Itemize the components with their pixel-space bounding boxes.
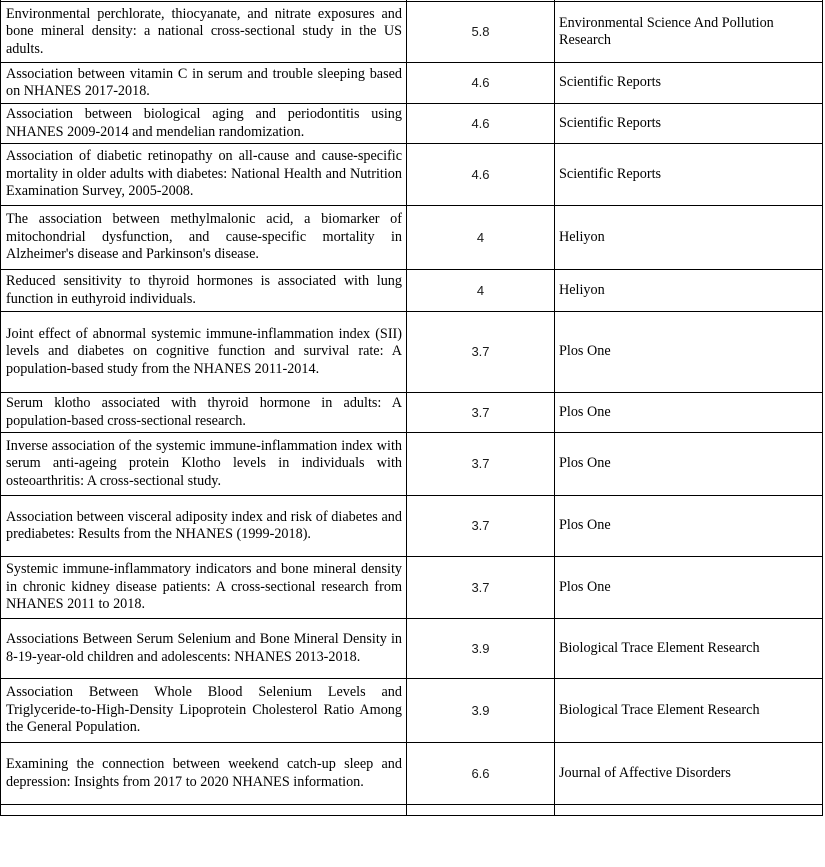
paper-title: Examining the connection between weekend catch-up sleep and depression: Insights from 2017 to 2020 NHANES information. — [1, 743, 407, 805]
paper-title: Reduced sensitivity to thyroid hormones is associated with lung function in euthyroid individuals. — [1, 270, 407, 312]
paper-title: Associations Between Serum Selenium and Bone Mineral Density in 8-19-year-old children and adolescents: NHANES 2013-2018. — [1, 619, 407, 679]
impact-factor: 5.8 — [407, 2, 555, 63]
impact-factor: 3.7 — [407, 393, 555, 433]
paper-title: Systemic immune-inflammatory indicators and bone mineral density in chronic kidney disease patients: A cross-sectional research from NHANES 2011 to 2018. — [1, 557, 407, 619]
journal-name: Biological Trace Element Research — [555, 619, 823, 679]
journal-name: Scientific Reports — [555, 104, 823, 144]
impact-factor: 3.9 — [407, 679, 555, 743]
journal-name: Plos One — [555, 312, 823, 393]
impact-factor: 3.7 — [407, 496, 555, 557]
journal-name: Scientific Reports — [555, 144, 823, 206]
impact-factor: 4 — [407, 270, 555, 312]
impact-factor: 3.9 — [407, 619, 555, 679]
paper-title: Inverse association of the systemic immune-inflammation index with serum anti-ageing protein Klotho levels in individuals with osteoarthritis: A cross-sectional study. — [1, 433, 407, 496]
table-row — [1, 619, 823, 679]
journal-name: Environmental Science And Pollution Research — [555, 2, 823, 63]
journal-name: Biological Trace Element Research — [555, 679, 823, 743]
table-row — [1, 270, 823, 312]
table-row — [1, 104, 823, 144]
journal-name: Journal of Affective Disorders — [555, 743, 823, 805]
paper-title: Environmental perchlorate, thiocyanate, and nitrate exposures and bone mineral density: a national cross-sectional study in the US adults. — [1, 2, 407, 63]
table-row — [1, 393, 823, 433]
journal-name: Plos One — [555, 496, 823, 557]
table-row — [1, 433, 823, 496]
paper-title: Association Between Whole Blood Selenium Levels and Triglyceride-to-High-Density Lipoprotein Cholesterol Ratio Among the General Population. — [1, 679, 407, 743]
table-row — [1, 312, 823, 393]
cell-cut — [1, 805, 407, 816]
journal-name: Plos One — [555, 393, 823, 433]
impact-factor: 3.7 — [407, 433, 555, 496]
journal-name: Plos One — [555, 557, 823, 619]
impact-factor: 4.6 — [407, 104, 555, 144]
paper-title: Serum klotho associated with thyroid hormone in adults: A population-based cross-sectional research. — [1, 393, 407, 433]
paper-title: Association between vitamin C in serum and trouble sleeping based on NHANES 2017-2018. — [1, 63, 407, 104]
table-row — [1, 557, 823, 619]
table-row — [1, 63, 823, 104]
table-row — [1, 679, 823, 743]
paper-title: Association between biological aging and periodontitis using NHANES 2009-2014 and mendelian randomization. — [1, 104, 407, 144]
table-row — [1, 206, 823, 270]
paper-title: The association between methylmalonic acid, a biomarker of mitochondrial dysfunction, and cause-specific mortality in Alzheimer's disease and Parkinson's disease. — [1, 206, 407, 270]
impact-factor: 4.6 — [407, 144, 555, 206]
cell-cut — [555, 805, 823, 816]
impact-factor: 4 — [407, 206, 555, 270]
table-row — [1, 496, 823, 557]
impact-factor: 3.7 — [407, 557, 555, 619]
journal-name: Plos One — [555, 433, 823, 496]
cell-cut — [407, 805, 555, 816]
table-row-cut-bottom — [1, 805, 823, 816]
paper-title: Joint effect of abnormal systemic immune-inflammation index (SII) levels and diabetes on cognitive function and survival rate: A population-based study from the NHANES 2011-2014. — [1, 312, 407, 393]
impact-factor: 3.7 — [407, 312, 555, 393]
paper-title: Association of diabetic retinopathy on all-cause and cause-specific mortality in older adults with diabetes: National Health and Nutrition Examination Survey, 2005-2008. — [1, 144, 407, 206]
impact-factor: 6.6 — [407, 743, 555, 805]
paper-title: Association between visceral adiposity index and risk of diabetes and prediabetes: Results from the NHANES (1999-2018). — [1, 496, 407, 557]
journal-name: Scientific Reports — [555, 63, 823, 104]
impact-factor: 4.6 — [407, 63, 555, 104]
journal-name: Heliyon — [555, 206, 823, 270]
journal-name: Heliyon — [555, 270, 823, 312]
table-row — [1, 743, 823, 805]
table-row — [1, 144, 823, 206]
table-row — [1, 2, 823, 63]
